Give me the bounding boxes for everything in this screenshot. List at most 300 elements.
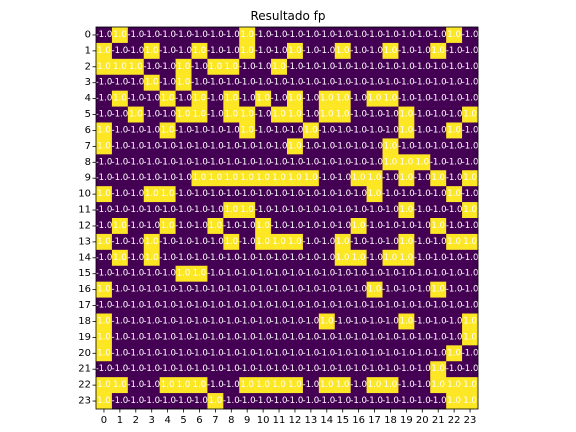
cell-value-label: -1.0	[111, 141, 129, 152]
cell-value-label: 1.0	[272, 236, 286, 247]
cell-value-label: 1.0	[447, 29, 461, 40]
cell-value-label: -1.0	[143, 141, 161, 152]
cell-value-label: -1.0	[461, 125, 479, 136]
cell-value-label: 1.0	[383, 141, 398, 152]
cell-value-label: -1.0	[413, 348, 431, 359]
cell-value-label: -1.0	[334, 205, 352, 216]
cell-value-label: -1.0	[397, 348, 415, 359]
cell-value-label: -1.0	[254, 284, 272, 295]
cell-value-label: -1.0	[366, 141, 383, 152]
cell-value-label: -1.0	[302, 93, 320, 104]
cell-value-label: -1.0	[159, 300, 177, 311]
cell-value-label: -1.0	[127, 93, 145, 104]
cell-value-label: -1.0	[334, 268, 352, 279]
cell-value-label: 1.0	[224, 205, 239, 216]
cell-value-label: -1.0	[95, 220, 113, 231]
cell-value-label: -1.0	[238, 93, 256, 104]
cell-value-label: -1.0	[318, 125, 336, 136]
cell-value-label: 1.0	[335, 380, 350, 391]
cell-value-label: -1.0	[461, 45, 479, 56]
cell-value-label: -1.0	[318, 364, 336, 375]
cell-value-label: -1.0	[254, 157, 272, 168]
cell-value-label: -1.0	[397, 29, 415, 40]
y-tick-label: 12	[78, 220, 91, 232]
cell-value-label: 1.0	[399, 173, 414, 184]
cell-value-label: -1.0	[286, 205, 304, 216]
cell-value-label: -1.0	[445, 45, 463, 56]
y-tick-label: 20	[78, 347, 91, 359]
cell-value-label: -1.0	[413, 268, 431, 279]
x-tick-label: 11	[272, 415, 286, 426]
cell-value-label: -1.0	[413, 173, 431, 184]
cell-value-label: 1.0	[367, 284, 382, 295]
cell-value-label: 1.0	[304, 125, 318, 136]
y-tick-label: 17	[78, 300, 91, 312]
cell-value-label: -1.0	[413, 45, 431, 56]
cell-value-label: -1.0	[334, 300, 352, 311]
cell-value-label: -1.0	[127, 189, 145, 200]
cell-value-label: -1.0	[318, 348, 336, 359]
cell-value-label: 1.0	[240, 125, 255, 136]
cell-value-label: -1.0	[413, 141, 431, 152]
cell-value-label: 1.0	[192, 45, 207, 56]
cell-value-label: -1.0	[127, 380, 145, 391]
cell-value-label: -1.0	[238, 332, 256, 343]
cell-value-label: -1.0	[413, 284, 431, 295]
cell-value-label: -1.0	[143, 205, 161, 216]
cell-value-label: -1.0	[366, 205, 383, 216]
cell-value-label: 1.0	[113, 61, 127, 72]
cell-value-label: -1.0	[366, 29, 383, 40]
cell-value-label: -1.0	[95, 109, 113, 120]
cell-value-label: -1.0	[318, 300, 336, 311]
cell-value-label: -1.0	[413, 125, 431, 136]
cell-value-label: -1.0	[302, 300, 320, 311]
cell-value-label: -1.0	[382, 236, 399, 247]
cell-value-label: 1.0	[351, 173, 366, 184]
cell-value-label: 1.0	[463, 316, 477, 327]
cell-value-label: -1.0	[382, 364, 399, 375]
cell-value-label: -1.0	[238, 236, 256, 247]
cell-value-label: -1.0	[413, 93, 431, 104]
cell-value-label: -1.0	[445, 220, 463, 231]
cell-value-label: -1.0	[191, 77, 208, 88]
cell-value-label: -1.0	[111, 125, 129, 136]
cell-value-label: 1.0	[224, 93, 239, 104]
cell-value-label: 1.0	[367, 93, 382, 104]
cell-value-label: -1.0	[175, 348, 192, 359]
cell-value-label: -1.0	[318, 236, 336, 247]
cell-value-label: -1.0	[429, 29, 447, 40]
cell-value-label: -1.0	[159, 61, 177, 72]
cell-value-label: -1.0	[366, 364, 383, 375]
x-tick-label: 6	[196, 415, 203, 426]
cell-value-label: 1.0	[319, 109, 334, 120]
cell-value-label: -1.0	[222, 252, 240, 263]
cell-value-label: -1.0	[111, 205, 129, 216]
cell-value-label: -1.0	[127, 157, 145, 168]
cell-value-label: 1.0	[97, 348, 111, 359]
cell-value-label: -1.0	[397, 284, 415, 295]
cell-value-label: -1.0	[175, 45, 192, 56]
cell-value-label: -1.0	[159, 236, 177, 247]
cell-value-label: -1.0	[191, 316, 208, 327]
cell-value-label: -1.0	[143, 109, 161, 120]
cell-value-label: 1.0	[240, 380, 255, 391]
cell-value-label: -1.0	[175, 316, 192, 327]
cell-value-label: -1.0	[382, 396, 399, 407]
cell-value-label: -1.0	[270, 300, 288, 311]
cell-value-label: -1.0	[382, 205, 399, 216]
cell-value-label: -1.0	[127, 364, 145, 375]
cell-value-label: -1.0	[461, 284, 479, 295]
cell-value-label: -1.0	[191, 29, 208, 40]
y-tick-label: 4	[84, 93, 91, 105]
cell-value-label: -1.0	[254, 77, 272, 88]
cell-value-label: -1.0	[429, 396, 447, 407]
cell-value-label: -1.0	[461, 252, 479, 263]
cell-value-label: -1.0	[397, 189, 415, 200]
cell-value-label: -1.0	[350, 157, 368, 168]
cell-value-label: -1.0	[238, 61, 256, 72]
x-tick-label: 9	[244, 415, 251, 426]
cell-value-label: -1.0	[366, 332, 383, 343]
x-tick-label: 19	[400, 415, 413, 426]
cell-value-label: 1.0	[447, 396, 461, 407]
cell-value-label: -1.0	[382, 125, 399, 136]
cell-value-label: -1.0	[382, 316, 399, 327]
cell-value-label: -1.0	[350, 284, 368, 295]
cell-value-label: 1.0	[399, 316, 414, 327]
cell-value-label: -1.0	[382, 77, 399, 88]
cell-value-label: -1.0	[445, 141, 463, 152]
cell-value-label: -1.0	[143, 284, 161, 295]
cell-value-label: 1.0	[160, 93, 175, 104]
cell-value-label: -1.0	[254, 61, 272, 72]
cell-value-label: 1.0	[383, 380, 398, 391]
cell-value-label: -1.0	[143, 173, 161, 184]
y-tick-label: 15	[78, 268, 91, 280]
cell-value-label: 1.0	[463, 109, 477, 120]
cell-value-label: -1.0	[429, 93, 447, 104]
cell-value-label: -1.0	[206, 205, 224, 216]
cell-value-label: -1.0	[191, 252, 208, 263]
cell-value-label: 1.0	[463, 396, 477, 407]
cell-value-label: -1.0	[397, 364, 415, 375]
cell-value-label: 1.0	[335, 93, 350, 104]
y-tick-label: 7	[84, 140, 91, 152]
cell-value-label: -1.0	[366, 300, 383, 311]
cell-value-label: -1.0	[397, 61, 415, 72]
cell-value-label: -1.0	[254, 316, 272, 327]
cell-value-label: 1.0	[97, 316, 111, 327]
cell-value-label: -1.0	[111, 364, 129, 375]
cell-value-label: -1.0	[334, 125, 352, 136]
y-tick-label: 3	[84, 77, 91, 89]
cell-value-label: -1.0	[143, 125, 161, 136]
cell-value-label: -1.0	[222, 141, 240, 152]
cell-value-label: -1.0	[397, 141, 415, 152]
cell-value-label: -1.0	[175, 300, 192, 311]
cell-value-label: -1.0	[159, 141, 177, 152]
cell-value-label: -1.0	[191, 284, 208, 295]
cell-value-label: -1.0	[270, 205, 288, 216]
cell-value-label: -1.0	[302, 77, 320, 88]
cell-value-label: -1.0	[429, 236, 447, 247]
y-tick-label: 9	[84, 172, 91, 184]
cell-value-label: -1.0	[286, 316, 304, 327]
cell-value-label: -1.0	[382, 173, 399, 184]
cell-value-label: -1.0	[206, 29, 224, 40]
cell-value-label: -1.0	[286, 284, 304, 295]
cell-value-label: -1.0	[159, 29, 177, 40]
cell-value-label: -1.0	[302, 332, 320, 343]
cell-value-label: -1.0	[111, 45, 129, 56]
cell-value-label: -1.0	[222, 396, 240, 407]
cell-value-label: -1.0	[461, 93, 479, 104]
cell-value-label: 1.0	[272, 61, 286, 72]
cell-value-label: -1.0	[350, 77, 368, 88]
cell-value-label: -1.0	[286, 348, 304, 359]
cell-value-label: 1.0	[240, 205, 255, 216]
cell-value-label: -1.0	[366, 109, 383, 120]
cell-value-label: -1.0	[270, 332, 288, 343]
cell-value-label: -1.0	[461, 268, 479, 279]
cell-value-label: -1.0	[461, 141, 479, 152]
cell-value-label: 1.0	[97, 332, 111, 343]
cell-value-label: -1.0	[286, 300, 304, 311]
cell-value-label: 1.0	[113, 252, 127, 263]
cell-value-label: -1.0	[127, 141, 145, 152]
cell-value-label: -1.0	[350, 61, 368, 72]
cell-value-label: -1.0	[286, 396, 304, 407]
cell-value-label: -1.0	[175, 189, 192, 200]
cell-value-label: 1.0	[447, 380, 461, 391]
cell-value-label: -1.0	[191, 364, 208, 375]
cell-value-label: -1.0	[206, 77, 224, 88]
x-tick-label: 5	[180, 415, 187, 426]
cell-value-label: -1.0	[206, 316, 224, 327]
cell-value-label: -1.0	[270, 189, 288, 200]
cell-value-label: -1.0	[286, 189, 304, 200]
cell-value-label: -1.0	[270, 364, 288, 375]
cell-value-label: 1.0	[399, 109, 414, 120]
cell-value-label: -1.0	[445, 332, 463, 343]
cell-value-label: -1.0	[191, 236, 208, 247]
y-tick-label: 16	[78, 284, 91, 296]
cell-value-label: -1.0	[413, 380, 431, 391]
cell-value-label: -1.0	[222, 332, 240, 343]
cell-value-label: -1.0	[429, 252, 447, 263]
cell-value-label: 1.0	[447, 236, 461, 247]
cell-value-label: -1.0	[382, 189, 399, 200]
cell-value-label: -1.0	[127, 173, 145, 184]
cell-value-label: 1.0	[224, 236, 239, 247]
cell-value-label: -1.0	[334, 173, 352, 184]
cell-value-label: 1.0	[447, 125, 461, 136]
cell-value-label: -1.0	[159, 332, 177, 343]
cell-value-label: -1.0	[143, 268, 161, 279]
x-tick-label: 0	[100, 415, 108, 426]
cell-value-label: -1.0	[254, 125, 272, 136]
cell-value-label: 1.0	[176, 77, 191, 88]
cell-value-label: -1.0	[286, 220, 304, 231]
cell-value-label: -1.0	[143, 61, 161, 72]
cell-value-label: 1.0	[272, 109, 286, 120]
cell-value-label: -1.0	[222, 380, 240, 391]
cell-value-label: 1.0	[113, 380, 127, 391]
cell-value-label: -1.0	[270, 93, 288, 104]
cell-value-label: -1.0	[445, 109, 463, 120]
x-tick-label: 7	[212, 415, 219, 426]
cell-value-label: -1.0	[206, 348, 224, 359]
cell-value-label: -1.0	[429, 316, 447, 327]
cell-value-label: -1.0	[350, 141, 368, 152]
cell-value-label: -1.0	[286, 268, 304, 279]
cell-value-label: -1.0	[318, 220, 336, 231]
cell-value-label: -1.0	[461, 364, 479, 375]
cell-value-label: 1.0	[160, 380, 175, 391]
cell-value-label: -1.0	[318, 61, 336, 72]
y-tick-label: 23	[78, 395, 91, 407]
cell-value-label: -1.0	[95, 268, 113, 279]
cell-value-label: -1.0	[270, 268, 288, 279]
cell-value-label: -1.0	[334, 396, 352, 407]
cell-value-label: -1.0	[334, 61, 352, 72]
cell-value-label: -1.0	[175, 332, 192, 343]
cell-value-label: 1.0	[431, 380, 446, 391]
cell-value-label: -1.0	[334, 141, 352, 152]
cell-value-label: 1.0	[224, 173, 239, 184]
cell-value-label: -1.0	[270, 284, 288, 295]
cell-value-label: 1.0	[208, 61, 223, 72]
cell-value-label: -1.0	[127, 316, 145, 327]
cell-value-label: -1.0	[191, 61, 208, 72]
cell-value-label: -1.0	[334, 189, 352, 200]
cell-value-label: -1.0	[238, 284, 256, 295]
y-tick-label: 21	[78, 363, 91, 375]
cell-value-label: -1.0	[350, 348, 368, 359]
cell-value-label: 1.0	[240, 173, 255, 184]
cell-value-label: -1.0	[222, 268, 240, 279]
cell-value-label: 1.0	[288, 236, 302, 247]
cell-value-label: -1.0	[159, 316, 177, 327]
x-tick-label: 10	[256, 415, 270, 426]
cell-value-label: -1.0	[429, 77, 447, 88]
cell-value-label: -1.0	[206, 125, 224, 136]
cell-value-label: -1.0	[286, 364, 304, 375]
cell-value-label: -1.0	[222, 77, 240, 88]
cell-value-label: -1.0	[302, 316, 320, 327]
cell-value-label: -1.0	[334, 29, 352, 40]
cell-value-label: -1.0	[111, 332, 129, 343]
cell-value-label: 1.0	[240, 109, 255, 120]
cell-value-label: 1.0	[256, 93, 270, 104]
cell-value-label: -1.0	[366, 157, 383, 168]
cell-value-label: -1.0	[254, 268, 272, 279]
cell-value-label: -1.0	[429, 141, 447, 152]
cell-value-label: 1.0	[97, 61, 111, 72]
cell-value-label: -1.0	[127, 284, 145, 295]
cell-value-label: -1.0	[413, 220, 431, 231]
y-tick-label: 0	[84, 29, 91, 41]
cell-value-label: -1.0	[397, 300, 415, 311]
cell-value-label: -1.0	[445, 364, 463, 375]
cell-value-label: 1.0	[160, 125, 175, 136]
cell-value-label: -1.0	[111, 268, 129, 279]
cell-value-label: -1.0	[302, 348, 320, 359]
cell-value-label: -1.0	[302, 252, 320, 263]
cell-value-label: -1.0	[318, 141, 336, 152]
cell-value-label: 1.0	[288, 173, 302, 184]
cell-value-label: -1.0	[350, 300, 368, 311]
cell-value-label: 1.0	[463, 173, 477, 184]
cell-value-label: -1.0	[143, 364, 161, 375]
cell-value-label: -1.0	[143, 29, 161, 40]
cell-value-label: -1.0	[302, 364, 320, 375]
cell-value-label: -1.0	[286, 61, 304, 72]
cell-value-label: 1.0	[144, 77, 159, 88]
cell-value-label: -1.0	[175, 141, 192, 152]
y-tick-label: 14	[78, 252, 91, 264]
cell-value-label: 1.0	[176, 268, 191, 279]
cell-value-label: 1.0	[463, 236, 477, 247]
cell-value-label: -1.0	[175, 284, 192, 295]
cell-value-label: -1.0	[254, 205, 272, 216]
cell-value-label: -1.0	[350, 45, 368, 56]
cell-value-label: -1.0	[445, 157, 463, 168]
cell-value-label: -1.0	[350, 332, 368, 343]
cell-value-label: 1.0	[97, 380, 111, 391]
cell-value-label: -1.0	[111, 189, 129, 200]
cell-value-label: -1.0	[318, 173, 336, 184]
cell-value-label: -1.0	[159, 173, 177, 184]
cell-value-label: 1.0	[399, 205, 414, 216]
cell-value-label: -1.0	[95, 29, 113, 40]
x-tick-label: 12	[288, 415, 302, 426]
cell-value-label: -1.0	[95, 205, 113, 216]
x-tick-label: 20	[415, 415, 429, 426]
cell-value-label: 1.0	[208, 173, 223, 184]
cell-value-label: 1.0	[463, 332, 477, 343]
cell-value-label: -1.0	[366, 61, 383, 72]
cell-value-label: -1.0	[318, 189, 336, 200]
cell-value-label: -1.0	[382, 220, 399, 231]
cell-value-label: -1.0	[95, 300, 113, 311]
cell-value-label: 1.0	[192, 173, 207, 184]
cell-value-label: -1.0	[191, 396, 208, 407]
cell-value-label: -1.0	[302, 109, 320, 120]
cell-value-label: -1.0	[429, 300, 447, 311]
cell-value-label: -1.0	[318, 268, 336, 279]
cell-value-label: -1.0	[270, 141, 288, 152]
cell-value-label: -1.0	[191, 141, 208, 152]
cell-value-label: -1.0	[413, 316, 431, 327]
cell-value-label: -1.0	[461, 300, 479, 311]
cell-value-label: -1.0	[175, 205, 192, 216]
cell-value-label: -1.0	[206, 236, 224, 247]
x-tick-label: 15	[336, 415, 350, 426]
cell-value-label: -1.0	[238, 252, 256, 263]
cell-value-label: -1.0	[191, 157, 208, 168]
cell-value-label: 1.0	[128, 61, 143, 72]
cell-value-label: 1.0	[288, 109, 302, 120]
cell-value-label: -1.0	[286, 332, 304, 343]
cell-value-label: -1.0	[445, 205, 463, 216]
cell-value-label: -1.0	[413, 61, 431, 72]
x-tick-label: 1	[116, 415, 124, 426]
cell-value-label: -1.0	[350, 189, 368, 200]
